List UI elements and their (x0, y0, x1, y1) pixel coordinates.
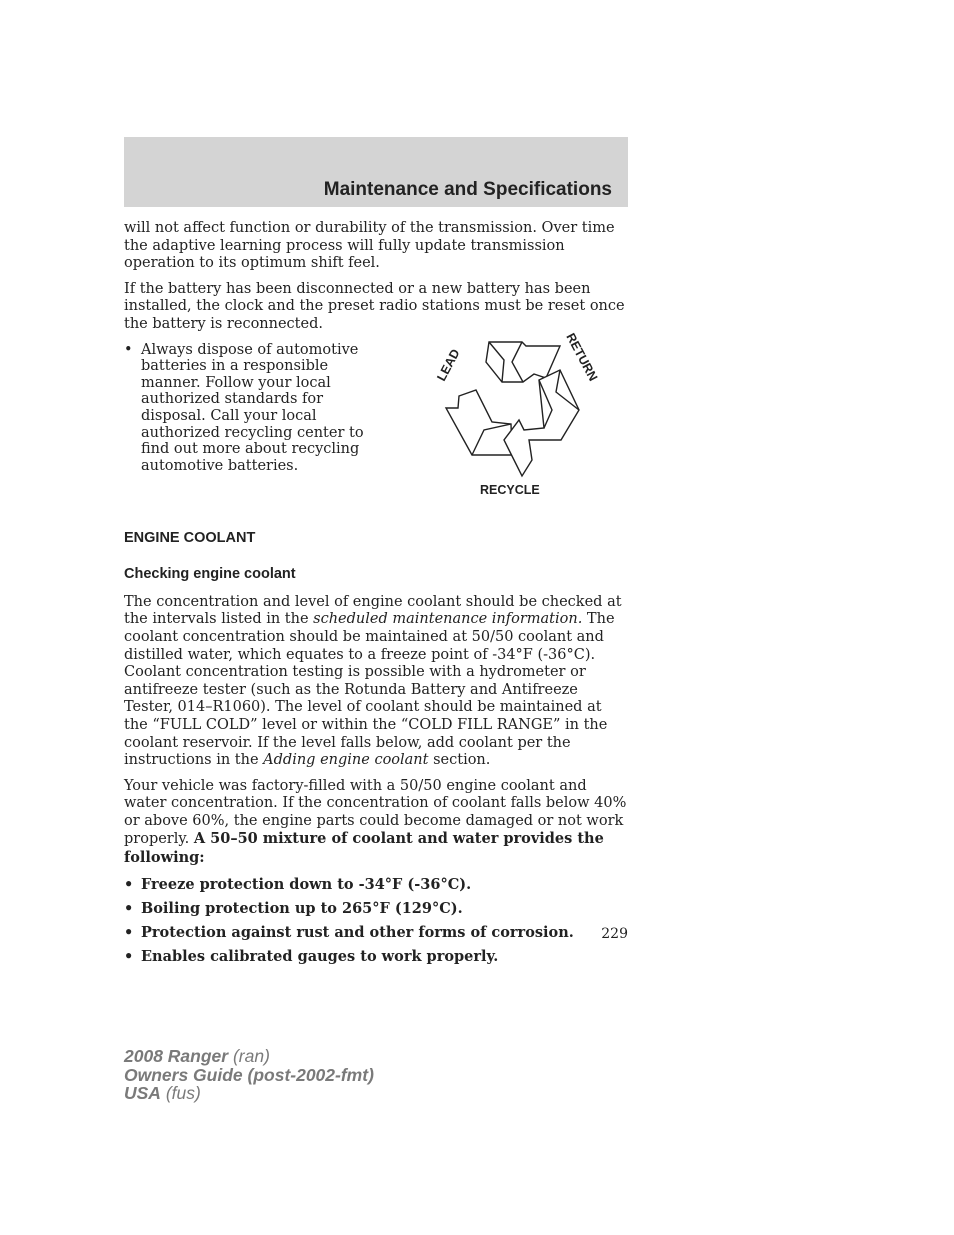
footer-line-1 (124, 1047, 374, 1066)
coolant-benefits-list (124, 876, 629, 966)
recycle-row (124, 330, 629, 510)
footer-market: USA (124, 1083, 161, 1103)
list-item (124, 342, 374, 475)
footer-line-3 (124, 1084, 374, 1103)
page-content (124, 220, 629, 972)
battery-disposal-text: Always dispose of automotive batteries in a responsible manner. Follow your local authorized standards for disposal. Call your local authorized recycling center to find out more about recycling automotive batteries. (141, 341, 364, 474)
footer-line-2 (124, 1066, 374, 1085)
footer-guide: Owners Guide (post-2002-fmt) (124, 1064, 374, 1085)
page-section-title: Maintenance and Specifications (323, 179, 612, 200)
recycle-arrows-icon (404, 330, 604, 500)
section-heading: ENGINE COOLANT (124, 529, 256, 546)
coolant-paragraph-2 (124, 778, 629, 868)
recycle-graphic (374, 330, 629, 510)
list-item-text: Freeze protection down to -34°F (-36°C). (141, 875, 472, 893)
section-header-band (124, 137, 628, 207)
recycle-label: RECYCLE (480, 482, 540, 497)
left-arrow-shape (446, 390, 512, 455)
bullet-dot: • (124, 341, 133, 358)
text-run: Your vehicle was factory-filled with a 50/50 engine coolant and water concentration. If the concentration of coolant falls below 40% or above 60%, the engine parts could become damaged or not work properly. (124, 777, 627, 848)
bullet-dot: • (124, 875, 134, 893)
list-item (124, 876, 629, 894)
footer-model-code: (ran) (228, 1046, 270, 1066)
list-item (124, 900, 629, 918)
coolant-paragraph-1 (124, 594, 629, 770)
lead-label: LEAD (434, 346, 463, 383)
subsection-heading: Checking engine coolant (124, 566, 296, 583)
bullet-dot: • (124, 947, 134, 965)
return-label: RETURN (563, 330, 601, 383)
list-item-text: Boiling protection up to 265°F (129°C). (141, 899, 463, 917)
list-item-text: Protection against rust and other forms of corrosion. (141, 923, 574, 941)
document-footer (124, 1047, 374, 1103)
text-run: section. (428, 752, 491, 769)
bullet-dot: • (124, 923, 134, 941)
footer-model: 2008 Ranger (124, 1046, 229, 1066)
maintenance-reference: scheduled maintenance information. (313, 611, 583, 628)
list-item (124, 948, 629, 966)
text-run: The coolant concentration should be maintained at 50/50 coolant and distilled water, which equates to a freeze point of -34°F (-36°C). Coolant concentration testing is possible with a hydrometer or antifreeze tester (such as the Rotunda Battery and Antifreeze Tester, 014–R1060). The level of coolant should be maintained at the “FULL COLD” level or within the “COLD FILL RANGE” in the coolant reservoir. If the level falls below, add coolant per the instructions in the (124, 611, 615, 769)
battery-disposal-block (124, 342, 374, 510)
text-run: The concentration and level of engine coolant should be checked at the intervals listed in the (124, 593, 622, 628)
page-number: 229 (601, 926, 628, 942)
mixture-benefits-lead: A 50–50 mixture of coolant and water provides the following: (124, 830, 604, 867)
adding-coolant-reference: Adding engine coolant (263, 752, 429, 769)
intro-paragraph: will not affect function or durability of the transmission. Over time the adaptive learning process will fully update transmission operation to its optimum shift feel. (124, 220, 615, 272)
footer-market-code: (fus) (160, 1083, 201, 1103)
bullet-dot: • (124, 899, 134, 917)
list-item (124, 924, 629, 942)
list-item-text: Enables calibrated gauges to work properly. (141, 947, 499, 965)
battery-paragraph: If the battery has been disconnected or a new battery has been installed, the clock and the preset radio stations must be reset once the battery is reconnected. (124, 280, 625, 332)
